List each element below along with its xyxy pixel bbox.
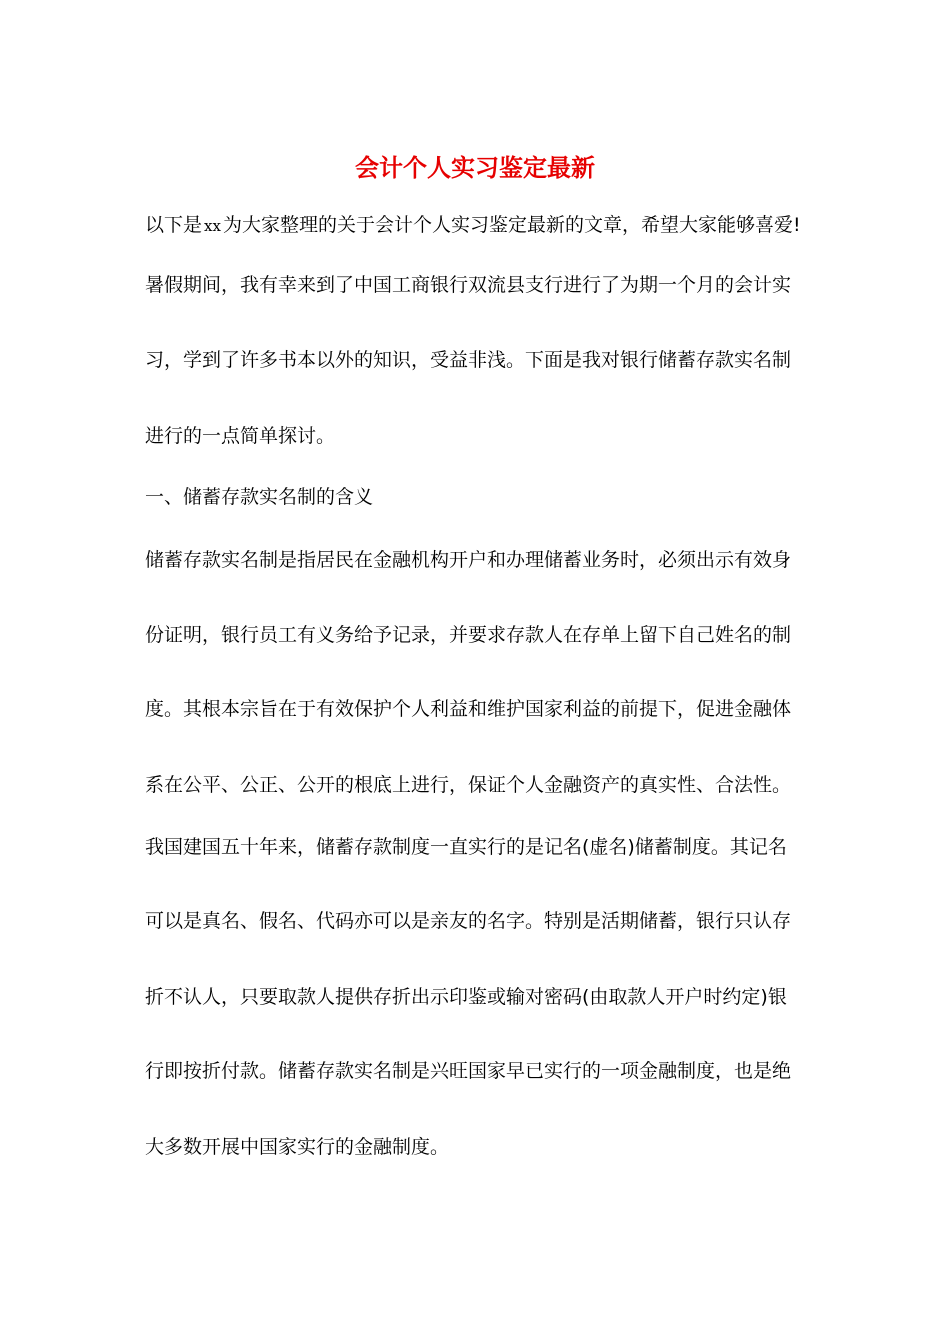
paragraph-line: 折不认人，只要取款人提供存折出示印鉴或输对密码(由取款人开户时约定)银 [145, 986, 787, 1008]
intro-after: 为大家整理的关于会计个人实习鉴定最新的文章，希望大家能够喜爱! [222, 214, 801, 236]
paragraph-line: 度。其根本宗旨在于有效保护个人利益和维护国家利益的前提下，促进金融体 [145, 698, 792, 720]
paragraph-line: 系在公平、公正、公开的根底上进行，保证个人金融资产的真实性、合法性。 [145, 774, 792, 796]
paragraph-line: 大多数开展中国家实行的金融制度。 [145, 1136, 450, 1158]
intro-before: 以下是 [145, 214, 203, 236]
section-heading: 一、储蓄存款实名制的含义 [145, 486, 374, 508]
document-title: 会计个人实习鉴定最新 [355, 154, 595, 182]
paragraph-line: 习，学到了许多书本以外的知识，受益非浅。下面是我对银行储蓄存款实名制 [145, 349, 792, 371]
paragraph-line: 储蓄存款实名制是指居民在金融机构开户和办理储蓄业务时，必须出示有效身 [145, 549, 792, 571]
paragraph-line: 行即按折付款。储蓄存款实名制是兴旺国家早已实行的一项金融制度，也是绝 [145, 1060, 792, 1082]
paragraph-line: 暑假期间，我有幸来到了中国工商银行双流县支行进行了为期一个月的会计实 [145, 274, 792, 296]
paragraph-line: 份证明，银行员工有义务给予记录，并要求存款人在存单上留下自己姓名的制 [145, 624, 792, 646]
intro-placeholder: xx [204, 217, 221, 235]
paragraph-line: 进行的一点简单探讨。 [145, 425, 336, 447]
paragraph-line: 我国建国五十年来，储蓄存款制度一直实行的是记名(虚名)储蓄制度。其记名 [145, 836, 787, 858]
paragraph-line: 可以是真名、假名、代码亦可以是亲友的名字。特别是活期储蓄，银行只认存 [145, 910, 792, 932]
intro-line [145, 210, 805, 241]
